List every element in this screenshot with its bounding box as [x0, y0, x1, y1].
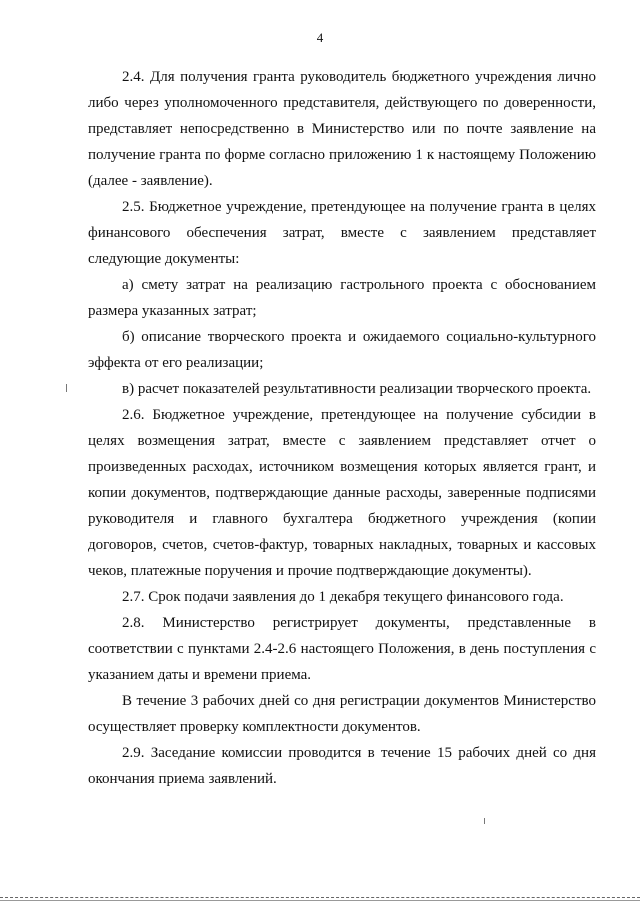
paragraph-2-4: 2.4. Для получения гранта руководитель бюджетного учреждения лично либо через уполномоченного представителя, действующего по доверенности, представляет непосредственно в Министерство или по почте заявление на получение гранта по форме согласно приложению 1 к настоящему Положению (далее - заявление). — [88, 69, 596, 189]
paragraph-2-5-a: а) смету затрат на реализацию гастрольного проекта с обоснованием размера указанных затрат; — [88, 277, 596, 319]
paragraph-2-8-check: В течение 3 рабочих дней со дня регистрации документов Министерство осуществляет проверку комплектности документов. — [88, 693, 596, 735]
paragraph-2-9: 2.9. Заседание комиссии проводится в течение 15 рабочих дней со дня окончания приема заявлений. — [88, 745, 596, 787]
paragraph-2-5-b: б) описание творческого проекта и ожидаемого социально-культурного эффекта от его реализации; — [88, 329, 596, 371]
paragraph-2-5-v: в) расчет показателей результативности реализации творческого проекта. — [122, 381, 592, 397]
paragraph-2-8: 2.8. Министерство регистрирует документы, представленные в соответствии с пунктами 2.4-2.6 настоящего Положения, в день поступления с указанием даты и времени приема. — [88, 615, 596, 683]
paragraph-2-6: 2.6. Бюджетное учреждение, претендующее на получение субсидии в целях возмещения затрат, вместе с заявлением представляет отчет о произведенных расходах, источником возмещения которых является грант, и копии документов, подтверждающие данные расходы, заверенные подписями руководителя и главного бухгалтера бюджетного учреждения (копии договоров, счетов, счетов-фактур, товарных накладных, товарных и кассовых чеков, платежные поручения и прочие подтверждающие документы). — [88, 407, 596, 579]
scan-bottom-edge — [0, 897, 640, 901]
scan-mark-left — [66, 384, 67, 392]
paragraph-2-7: 2.7. Срок подачи заявления до 1 декабря текущего финансового года. — [122, 589, 564, 605]
page-number: 4 — [316, 30, 324, 45]
scan-mark-right — [484, 818, 485, 824]
document-body — [88, 64, 596, 792]
paragraph-2-5: 2.5. Бюджетное учреждение, претендующее на получение гранта в целях финансового обеспечения затрат, вместе с заявлением представляет следующие документы: — [88, 199, 596, 267]
